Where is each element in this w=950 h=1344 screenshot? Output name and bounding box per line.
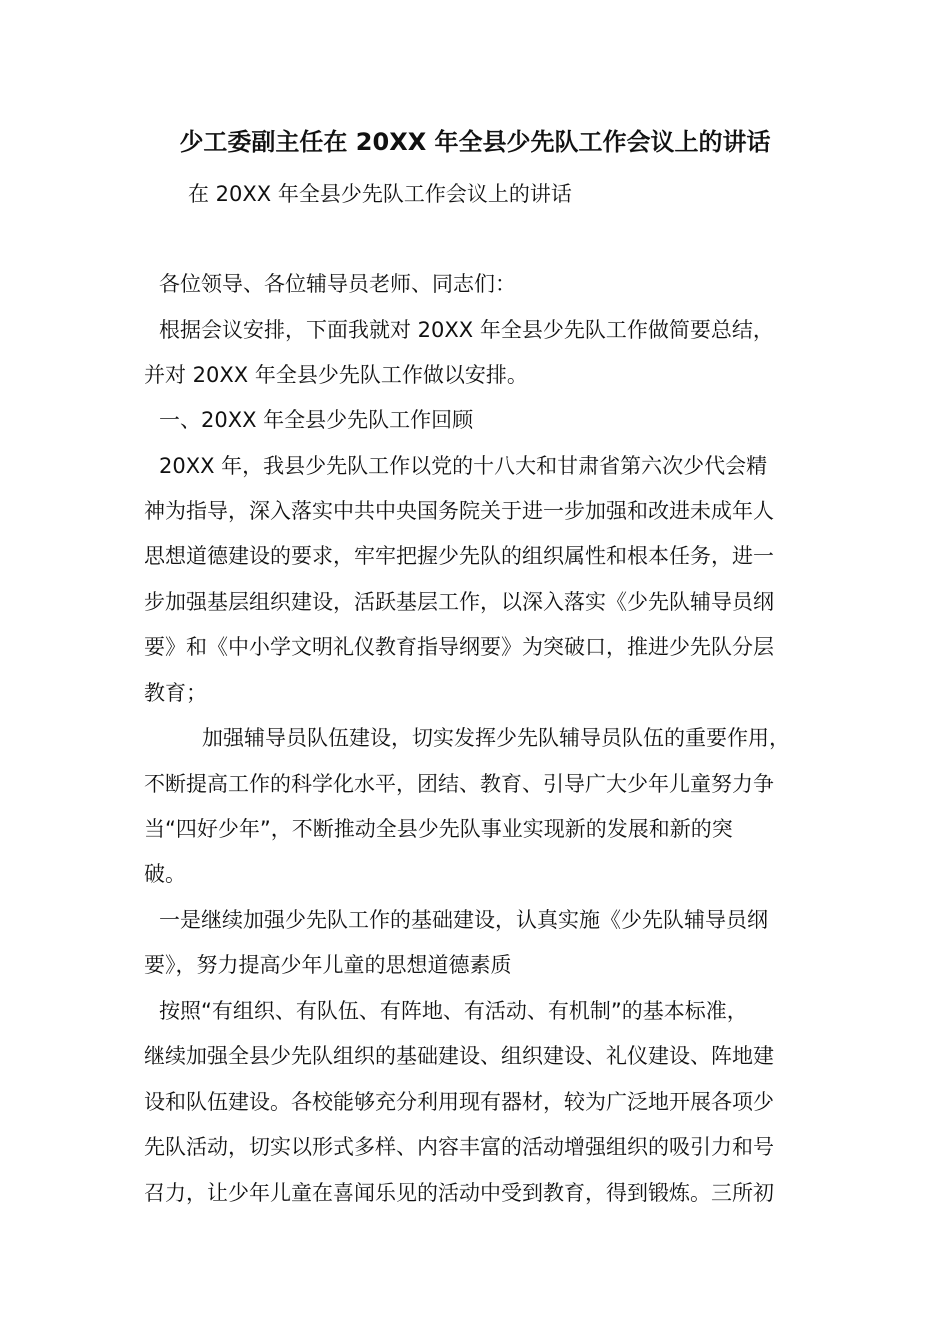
paragraph-line: 思想道德建设的要求，牢牢把握少先队的组织属性和根本任务，进一 [144,544,774,568]
paragraph-line: 设和队伍建设。各校能够充分利用现有器材，较为广泛地开展各项少 [144,1090,774,1114]
paragraph-line: 根据会议安排，下面我就对 20XX 年全县少先队工作做简要总结， [159,318,774,342]
paragraph-line: 步加强基层组织建设，活跃基层工作，以深入落实《少先队辅导员纲 [144,590,774,614]
paragraph-line: 20XX 年，我县少先队工作以党的十八大和甘肃省第六次少代会精 [159,454,768,478]
paragraph-line: 先队活动，切实以形式多样、内容丰富的活动增强组织的吸引力和号 [144,1135,774,1159]
document-title: 少工委副主任在 20XX 年全县少先队工作会议上的讲话 [179,128,771,156]
paragraph-line: 并对 20XX 年全县少先队工作做以安排。 [144,363,528,387]
document-subtitle: 在 20XX 年全县少先队工作会议上的讲话 [188,182,572,206]
paragraph-line: 破。 [144,862,186,886]
paragraph-line: 按照“有组织、有队伍、有阵地、有活动、有机制”的基本标准， [159,999,748,1023]
paragraph-line: 继续加强全县少先队组织的基础建设、组织建设、礼仪建设、阵地建 [144,1044,774,1068]
paragraph-line: 教育； [144,681,207,705]
section-heading: 一、20XX 年全县少先队工作回顾 [159,408,474,432]
paragraph-line: 召力，让少年儿童在喜闻乐见的活动中受到教育，得到锻炼。三所初 [144,1181,774,1205]
paragraph-line: 一是继续加强少先队工作的基础建设，认真实施《少先队辅导员纲 [159,908,768,932]
paragraph-line: 神为指导，深入落实中共中央国务院关于进一步加强和改进未成年人 [144,499,774,523]
salutation-line: 各位领导、各位辅导员老师、同志们： [159,272,516,296]
paragraph-line: 加强辅导员队伍建设，切实发挥少先队辅导员队伍的重要作用， [202,726,790,750]
paragraph-line: 要》和《中小学文明礼仪教育指导纲要》为突破口，推进少先队分层 [144,635,774,659]
paragraph-line: 要》，努力提高少年儿童的思想道德素质 [144,953,512,977]
paragraph-line: 当“四好少年”，不断推动全县少先队事业实现新的发展和新的突 [144,817,733,841]
paragraph-line: 不断提高工作的科学化水平，团结、教育、引导广大少年儿童努力争 [144,772,774,796]
